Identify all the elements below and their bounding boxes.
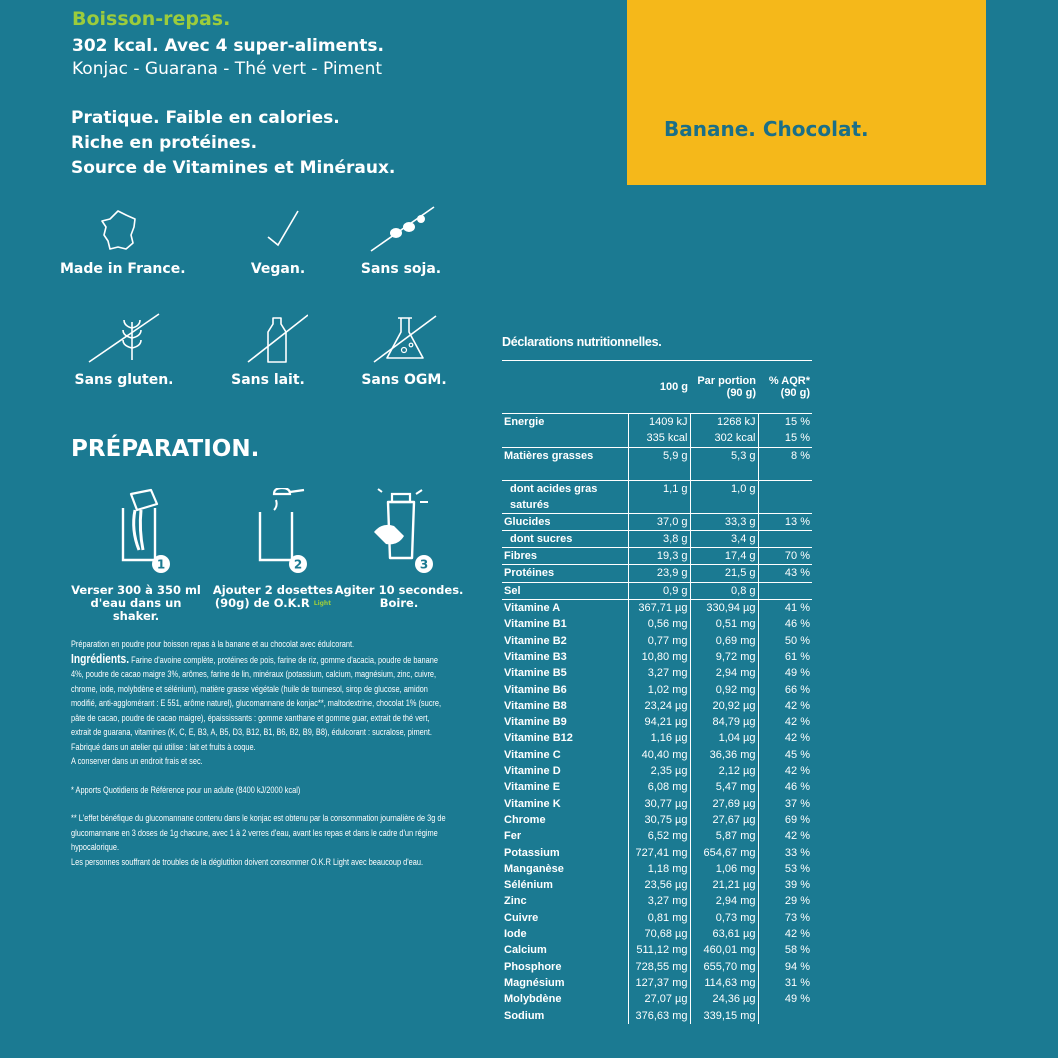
value-portion: 2,12 µg: [690, 763, 758, 779]
nutrition-row: [502, 796, 812, 812]
value-aqr: 42 %: [784, 716, 810, 729]
value-portion: 27,69 µg: [690, 796, 758, 812]
value-100g: 0,9 g: [628, 582, 690, 599]
value-aqr: 8 %: [758, 447, 812, 480]
value-portion: 1268 kJ: [690, 414, 758, 431]
value-portion: 2,94 mg: [690, 665, 758, 681]
nutrient-name: Energie: [502, 414, 628, 431]
value-100g: 23,9 g: [628, 565, 690, 582]
aqr-footnote: * Apports Quotidiens de Référence pour un adulte (8400 kJ/2000 kcal): [71, 784, 301, 795]
nutrient-name: Fer: [502, 828, 628, 844]
value-100g: 30,75 µg: [628, 812, 690, 828]
value-portion: 0,73 mg: [690, 910, 758, 926]
value-aqr: 39 %: [784, 879, 810, 892]
soy-crossed-icon: [366, 205, 436, 255]
value-100g: 23,24 µg: [628, 698, 690, 714]
light-superscript: Light: [313, 600, 332, 607]
badge-label: Sans lait.: [231, 372, 305, 388]
ingredients-paragraph: [71, 652, 449, 740]
badge-label: Vegan.: [250, 261, 306, 277]
value-100g: 727,41 mg: [628, 845, 690, 861]
badge-label: Sans OGM.: [361, 372, 447, 388]
value-portion: 17,4 g: [690, 548, 758, 565]
step-2-text: (90g) de O.K.R: [214, 596, 310, 610]
nutrition-row: [502, 714, 812, 730]
value-aqr: 43 %: [758, 565, 812, 582]
value-aqr: [758, 530, 812, 547]
nutrition-row: [502, 548, 812, 565]
value-aqr: 66 %: [784, 683, 810, 696]
value-portion: 63,61 µg: [690, 926, 758, 942]
nutrition-row: [502, 600, 812, 617]
col-header-label: [502, 361, 628, 414]
nutrient-name: Calcium: [502, 942, 628, 958]
nutrition-row: [502, 845, 812, 861]
value-aqr: 41 %: [758, 600, 812, 617]
claim-1: Pratique. Faible en calories.: [71, 108, 340, 128]
nutrition-row: [502, 1008, 812, 1024]
nutrient-name: Protéines: [502, 565, 628, 582]
value-aqr: 46 %: [784, 618, 810, 631]
value-100g: 335 kcal: [628, 430, 690, 447]
nutrition-row: [502, 812, 812, 828]
value-portion: 21,5 g: [690, 565, 758, 582]
nutrition-row: [502, 910, 812, 926]
nutrition-row: [502, 414, 812, 431]
value-portion: 33,3 g: [690, 513, 758, 530]
value-aqr: [758, 582, 812, 599]
nutrition-row: [502, 582, 812, 599]
value-aqr: 73 %: [784, 911, 810, 924]
nutrient-name: Phosphore: [502, 959, 628, 975]
badge-sans-ogm: [344, 312, 464, 388]
value-portion: 27,67 µg: [690, 812, 758, 828]
nutrient-name: Manganèse: [502, 861, 628, 877]
value-portion: 1,04 µg: [690, 730, 758, 746]
value-portion: 0,51 mg: [690, 616, 758, 632]
preparation-title: PRÉPARATION.: [71, 436, 260, 462]
scoop-powder-icon: [228, 488, 318, 578]
value-aqr: [758, 480, 812, 513]
value-portion: 1,06 mg: [690, 861, 758, 877]
claim-3: Source de Vitamines et Minéraux.: [71, 158, 396, 178]
nutrition-row: [502, 991, 812, 1007]
value-100g: 6,52 mg: [628, 828, 690, 844]
nutrient-name: dont acides gras saturés: [502, 480, 628, 513]
step-1-line-1: Verser 300 à 350 ml: [71, 583, 201, 597]
value-100g: 30,77 µg: [628, 796, 690, 812]
nutrient-name: Vitamine A: [502, 600, 628, 617]
value-aqr: 61 %: [784, 650, 810, 663]
step-3: [329, 488, 469, 610]
value-aqr: 50 %: [784, 634, 810, 647]
nutrition-row: [502, 665, 812, 681]
value-100g: 37,0 g: [628, 513, 690, 530]
kcal-line: 302 kcal. Avec 4 super-aliments.: [72, 36, 384, 56]
nutrient-name: Sel: [502, 582, 628, 599]
nutrient-name: Sodium: [502, 1008, 628, 1024]
value-aqr: 33 %: [784, 846, 810, 859]
value-portion: 460,01 mg: [690, 942, 758, 958]
value-portion: 5,87 mg: [690, 828, 758, 844]
nutrition-row: [502, 747, 812, 763]
value-100g: 0,77 mg: [628, 633, 690, 649]
nutrition-row: [502, 682, 812, 698]
value-portion: 330,94 µg: [690, 600, 758, 617]
value-100g: 40,40 mg: [628, 747, 690, 763]
nutrient-name: [502, 430, 628, 447]
nutrient-name: Sélénium: [502, 877, 628, 893]
value-100g: 127,37 mg: [628, 975, 690, 991]
storage-note: A conserver dans un endroit frais et sec.: [71, 756, 203, 766]
swallowing-warning: Les personnes souffrant de troubles de la déglutition doivent consommer O.K.R Light avec beaucoup d'eau.: [71, 856, 424, 867]
value-portion: 654,67 mg: [690, 845, 758, 861]
nutrient-name: Magnésium: [502, 975, 628, 991]
value-100g: 6,08 mg: [628, 779, 690, 795]
nutrition-row: [502, 616, 812, 632]
value-100g: 367,71 µg: [628, 600, 690, 617]
nutrition-row: [502, 893, 812, 909]
nutrition-header-row: [502, 361, 812, 414]
nutrition-row: [502, 942, 812, 958]
step-2: [203, 488, 343, 610]
step-number: 3: [419, 557, 429, 572]
value-aqr: 70 %: [758, 548, 812, 565]
flavor-box: [627, 0, 986, 185]
step-3-line-1: Agiter 10 secondes.: [334, 583, 464, 597]
nutrient-name: Vitamine B5: [502, 665, 628, 681]
value-portion: 36,36 mg: [690, 747, 758, 763]
nutrient-name: Vitamine B8: [502, 698, 628, 714]
value-100g: 3,27 mg: [628, 665, 690, 681]
nutrient-name: Vitamine B3: [502, 649, 628, 665]
value-100g: 70,68 µg: [628, 926, 690, 942]
value-aqr: 42 %: [784, 699, 810, 712]
ingredients-heading: Ingrédients.: [71, 651, 130, 666]
checkmark-icon: [248, 205, 308, 255]
badge-sans-gluten: [64, 312, 184, 388]
value-100g: 3,8 g: [628, 530, 690, 547]
nutrient-name: Molybdène: [502, 991, 628, 1007]
value-aqr: 58 %: [784, 944, 810, 957]
col-header-100g: 100 g: [628, 361, 690, 414]
nutrient-name: Glucides: [502, 513, 628, 530]
value-portion: 655,70 mg: [690, 959, 758, 975]
value-aqr: 37 %: [784, 797, 810, 810]
france-map-icon: [90, 205, 150, 255]
ingredients-block: [71, 637, 449, 869]
nutrition-row: [502, 513, 812, 530]
col-header-portion: Par portion (90 g): [690, 361, 758, 414]
value-aqr: 45 %: [784, 748, 810, 761]
nutrient-name: Vitamine B1: [502, 616, 628, 632]
value-portion: 0,92 mg: [690, 682, 758, 698]
value-aqr: 46 %: [784, 781, 810, 794]
nutrition-row: [502, 633, 812, 649]
value-aqr: 42 %: [784, 830, 810, 843]
wheat-crossed-icon: [84, 312, 164, 366]
badge-sans-soja: [341, 205, 461, 277]
nutrient-name: Fibres: [502, 548, 628, 565]
badge-sans-lait: [208, 312, 328, 388]
nutrition-row: [502, 447, 812, 480]
value-100g: 10,80 mg: [628, 649, 690, 665]
value-100g: 728,55 mg: [628, 959, 690, 975]
nutrition-row: [502, 565, 812, 582]
nutrition-row: [502, 698, 812, 714]
value-portion: 2,94 mg: [690, 893, 758, 909]
value-100g: 94,21 µg: [628, 714, 690, 730]
badge-vegan: [218, 205, 338, 277]
shake-shaker-icon: [354, 488, 444, 578]
badge-label: Sans gluten.: [74, 372, 174, 388]
value-aqr: 29 %: [784, 895, 810, 908]
nutrition-row: [502, 975, 812, 991]
ingredients-text: Farine d'avoine complète, protéines de pois, farine de riz, gomme d'acacia, poudre de banane 4%, poudre de cacao maigre 3%, arômes, farine de lin, minéraux (potassium, calcium, magnésium, zinc, cuivre, chrome, iode, molybdène et sélénium), matière grasse végétale (huile de tournesol, sirop de glucose, amidon modifié, anti-agglomérant : E 551, arôme naturel), glucomannane de konjac**, maltodextrine, chocolat 1% (sucre, pâte de cacao, poudre de cacao maigre), épaississants : gomme xanthane et gomme guar, extrait de thé vert, extrait de guarana, vitamines (K, C, E, B3, A, B5, D3, B12, B1, B6, B2, B9, B8), édulcorant : sucralose, piment.: [71, 654, 442, 737]
value-100g: 19,3 g: [628, 548, 690, 565]
flask-crossed-icon: [364, 312, 444, 366]
value-aqr: 13 %: [758, 513, 812, 530]
nutrient-name: Vitamine B9: [502, 714, 628, 730]
value-portion: 0,8 g: [690, 582, 758, 599]
value-aqr: 42 %: [784, 732, 810, 745]
badge-made-in-france: [60, 205, 186, 277]
value-100g: 23,56 µg: [628, 877, 690, 893]
value-portion: 339,15 mg: [690, 1008, 758, 1024]
nutrition-row: [502, 828, 812, 844]
badge-label: Made in France.: [60, 261, 186, 277]
value-100g: 0,56 mg: [628, 616, 690, 632]
nutrient-name: Potassium: [502, 845, 628, 861]
value-portion: 21,21 µg: [690, 877, 758, 893]
nutrition-row: [502, 861, 812, 877]
step-1: [66, 488, 206, 623]
value-portion: 302 kcal: [690, 430, 758, 447]
step-3-line-2: Boire.: [379, 596, 419, 610]
value-100g: 511,12 mg: [628, 942, 690, 958]
flavor-label: Banane. Chocolat.: [664, 117, 869, 141]
product-description: Préparation en poudre pour boisson repas à la banane et au chocolat avec édulcorant.: [71, 639, 355, 649]
value-100g: 376,63 mg: [628, 1008, 690, 1024]
value-aqr: 15 %: [784, 432, 810, 445]
nutrition-row: [502, 926, 812, 942]
col-header-aqr: % AQR* (90 g): [758, 361, 812, 414]
value-portion: 5,3 g: [690, 447, 758, 480]
value-portion: 24,36 µg: [690, 991, 758, 1007]
nutrition-row: [502, 530, 812, 547]
step-number: 2: [293, 557, 303, 572]
superfoods-line: Konjac - Guarana - Thé vert - Piment: [72, 59, 383, 79]
nutrition-row: [502, 877, 812, 893]
value-aqr: [758, 1008, 812, 1024]
value-portion: 9,72 mg: [690, 649, 758, 665]
value-100g: 1,18 mg: [628, 861, 690, 877]
nutrient-name: Iode: [502, 926, 628, 942]
nutrient-name: dont sucres: [502, 530, 628, 547]
allergen-note: Fabriqué dans un atelier qui utilise : lait et fruits à coque.: [71, 741, 256, 752]
value-100g: 0,81 mg: [628, 910, 690, 926]
nutrition-row: [502, 430, 812, 447]
value-100g: 27,07 µg: [628, 991, 690, 1007]
value-aqr: 94 %: [784, 960, 810, 973]
value-aqr: 15 %: [758, 414, 812, 431]
konjac-footnote: ** L'effet bénéfique du glucomannane contenu dans le konjac est obtenu par la consommation journalière de 3g de glucomannane en 3 doses de 1g chacune, avec 1 à 2 verres d'eau, avant les repas et dans le cadre d'un régime hypocalorique.: [71, 813, 446, 852]
nutrient-name: Vitamine D: [502, 763, 628, 779]
nutrient-name: Vitamine B12: [502, 730, 628, 746]
value-portion: 3,4 g: [690, 530, 758, 547]
value-100g: 1,16 µg: [628, 730, 690, 746]
value-aqr: 69 %: [784, 813, 810, 826]
value-portion: 20,92 µg: [690, 698, 758, 714]
value-aqr: 42 %: [784, 765, 810, 778]
nutrition-table: [502, 360, 812, 1024]
value-portion: 114,63 mg: [690, 975, 758, 991]
nutrition-row: [502, 959, 812, 975]
value-100g: 2,35 µg: [628, 763, 690, 779]
value-portion: 0,69 mg: [690, 633, 758, 649]
badge-label: Sans soja.: [360, 261, 442, 277]
value-aqr: 42 %: [784, 928, 810, 941]
value-100g: 3,27 mg: [628, 893, 690, 909]
value-aqr: 31 %: [784, 976, 810, 989]
value-portion: 84,79 µg: [690, 714, 758, 730]
nutrient-name: Chrome: [502, 812, 628, 828]
claim-2: Riche en protéines.: [71, 133, 258, 153]
nutrient-name: Vitamine C: [502, 747, 628, 763]
nutrient-name: Vitamine B2: [502, 633, 628, 649]
value-aqr: 53 %: [784, 862, 810, 875]
value-aqr: 49 %: [784, 993, 810, 1006]
value-100g: 1409 kJ: [628, 414, 690, 431]
nutrition-row: [502, 763, 812, 779]
nutrition-row: [502, 480, 812, 513]
nutrient-name: Vitamine E: [502, 779, 628, 795]
step-2-line-1: Ajouter 2 dosettes: [212, 583, 334, 597]
nutrition-row: [502, 649, 812, 665]
nutrient-name: Matières grasses: [502, 447, 628, 480]
nutrient-name: Vitamine K: [502, 796, 628, 812]
pour-water-icon: [91, 488, 181, 578]
nutrient-name: Vitamine B6: [502, 682, 628, 698]
nutrient-name: Zinc: [502, 893, 628, 909]
value-100g: 1,02 mg: [628, 682, 690, 698]
value-portion: 5,47 mg: [690, 779, 758, 795]
nutrition-title: Déclarations nutritionnelles.: [502, 335, 662, 349]
step-number: 1: [156, 557, 166, 572]
nutrition-row: [502, 730, 812, 746]
nutrition-row: [502, 779, 812, 795]
step-2-line-2: [203, 597, 343, 610]
value-aqr: 49 %: [784, 667, 810, 680]
step-1-line-2: d'eau dans un shaker.: [90, 596, 182, 623]
value-portion: 1,0 g: [690, 480, 758, 513]
milk-bottle-crossed-icon: [228, 312, 308, 366]
value-100g: 5,9 g: [628, 447, 690, 480]
product-title: Boisson-repas.: [72, 8, 231, 30]
nutrient-name: Cuivre: [502, 910, 628, 926]
value-100g: 1,1 g: [628, 480, 690, 513]
